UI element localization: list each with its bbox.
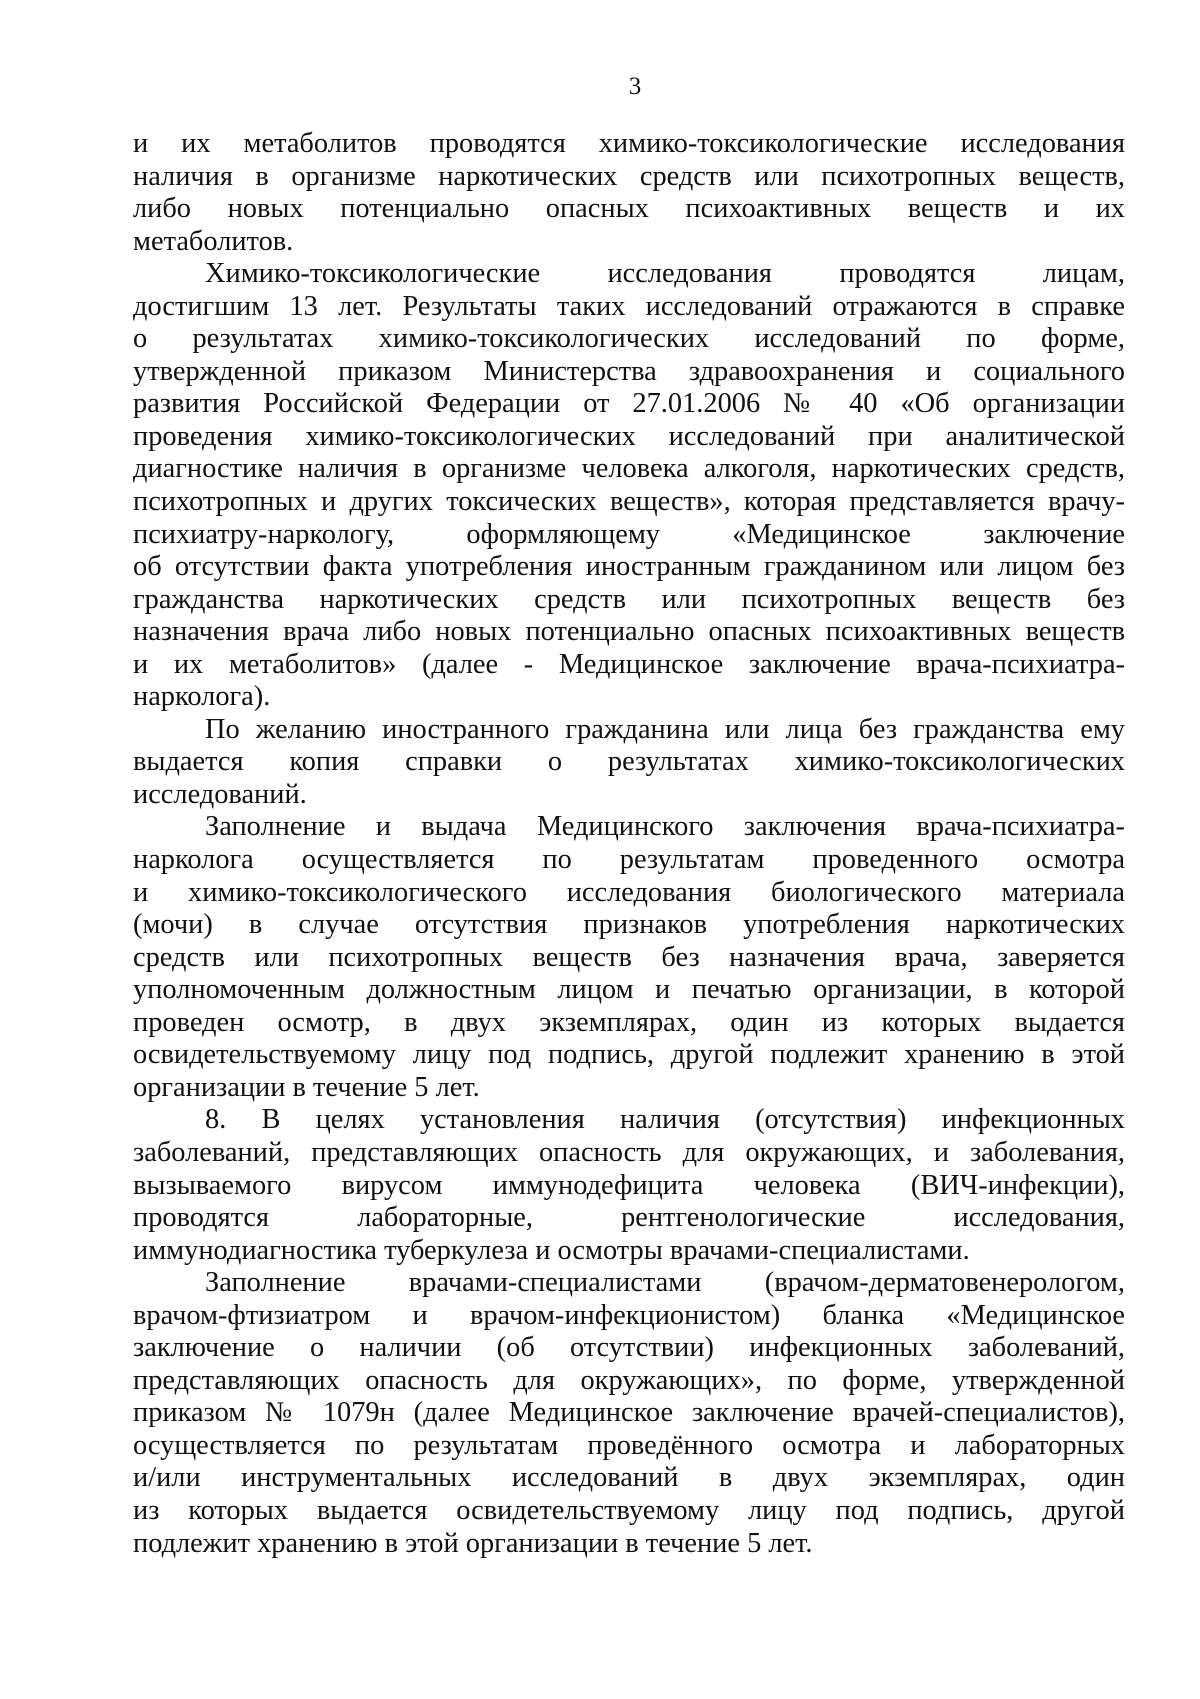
text-line: метаболитов. [133, 225, 294, 257]
text-line: заболеваний, представляющих опасность для окружающих, и заболевания, [133, 1136, 1125, 1168]
text-line: подлежит хранению в этой организации в течение 5 лет. [133, 1527, 813, 1559]
page-number: 3 [628, 73, 642, 100]
text-line: уполномоченным должностным лицом и печатью организации, в которой [133, 974, 1125, 1006]
text-line: психотропных и других токсических веществ», которая представляется врачу- [133, 486, 1125, 518]
text-line: достигшим 13 лет. Результаты таких исследований отражаются в справке [133, 290, 1125, 322]
text-line: наличия в организме наркотических средств или психотропных веществ, [133, 160, 1125, 192]
text-line: нарколога). [133, 681, 271, 713]
text-line: представляющих опасность для окружающих», по форме, утвержденной [133, 1364, 1125, 1396]
document-body [133, 128, 1125, 1560]
text-line: приказом № 1079н (далее Медицинское заключение врачей-специалистов), [133, 1397, 1125, 1429]
text-line: гражданства наркотических средств или психотропных веществ без [133, 583, 1125, 615]
text-line: вызываемого вирусом иммунодефицита человека (ВИЧ-инфекции), [133, 1169, 1125, 1201]
text-line: либо новых потенциально опасных психоактивных веществ и их [133, 193, 1125, 225]
text-line: назначения врача либо новых потенциально опасных психоактивных веществ [133, 616, 1125, 648]
text-line: врачом-фтизиатром и врачом-инфекционистом) бланка «Медицинское [133, 1299, 1125, 1331]
text-line: средств или психотропных веществ без назначения врача, заверяется [133, 941, 1125, 973]
text-line: психиатру-наркологу, оформляющему «Медицинское заключение [133, 518, 1125, 550]
text-line: и их метаболитов проводятся химико-токсикологические исследования [133, 128, 1125, 159]
text-line: освидетельствуемому лицу под подпись, другой подлежит хранению в этой [133, 1039, 1125, 1071]
text-line: и/или инструментальных исследований в двух экземплярах, один [133, 1462, 1125, 1494]
text-line: организации в течение 5 лет. [133, 1071, 480, 1103]
text-line: утвержденной приказом Министерства здравоохранения и социального [133, 355, 1125, 387]
text-line: иммунодиагностика туберкулеза и осмотры врачами-специалистами. [133, 1234, 970, 1266]
text-line: исследований. [133, 778, 307, 810]
text-line: Химико-токсикологические исследования проводятся лицам, [205, 258, 1125, 290]
text-line: проведен осмотр, в двух экземплярах, один из которых выдается [133, 1006, 1125, 1038]
text-line: диагностике наличия в организме человека алкоголя, наркотических средств, [133, 453, 1125, 485]
text-line: По желанию иностранного гражданина или лица без гражданства ему [205, 713, 1125, 745]
text-line: осуществляется по результатам проведённого осмотра и лабораторных [133, 1429, 1125, 1461]
text-line: нарколога осуществляется по результатам проведенного осмотра [133, 844, 1125, 876]
text-line: 8. В целях установления наличия (отсутствия) инфекционных [205, 1104, 1125, 1136]
text-line: об отсутствии факта употребления иностранным гражданином или лицом без [133, 551, 1125, 583]
text-line: о результатах химико-токсикологических исследований по форме, [133, 323, 1125, 355]
text-line: из которых выдается освидетельствуемому лицу под подпись, другой [133, 1494, 1125, 1526]
text-line: проводятся лабораторные, рентгенологические исследования, [133, 1202, 1125, 1234]
text-line: Заполнение врачами-специалистами (врачом-дерматовенерологом, [205, 1267, 1125, 1299]
text-line: проведения химико-токсикологических исследований при аналитической [133, 420, 1125, 452]
text-line: заключение о наличии (об отсутствии) инфекционных заболеваний, [133, 1332, 1125, 1364]
text-line: и их метаболитов» (далее - Медицинское заключение врача-психиатра- [133, 648, 1125, 680]
text-line: и химико-токсикологического исследования биологического материала [133, 876, 1125, 908]
text-line: (мочи) в случае отсутствия признаков употребления наркотических [133, 909, 1125, 941]
text-line: Заполнение и выдача Медицинского заключения врача-психиатра- [205, 811, 1125, 843]
text-line: выдается копия справки о результатах химико-токсикологических [133, 746, 1125, 778]
text-line: развития Российской Федерации от 27.01.2006 № 40 «Об организации [133, 388, 1125, 420]
